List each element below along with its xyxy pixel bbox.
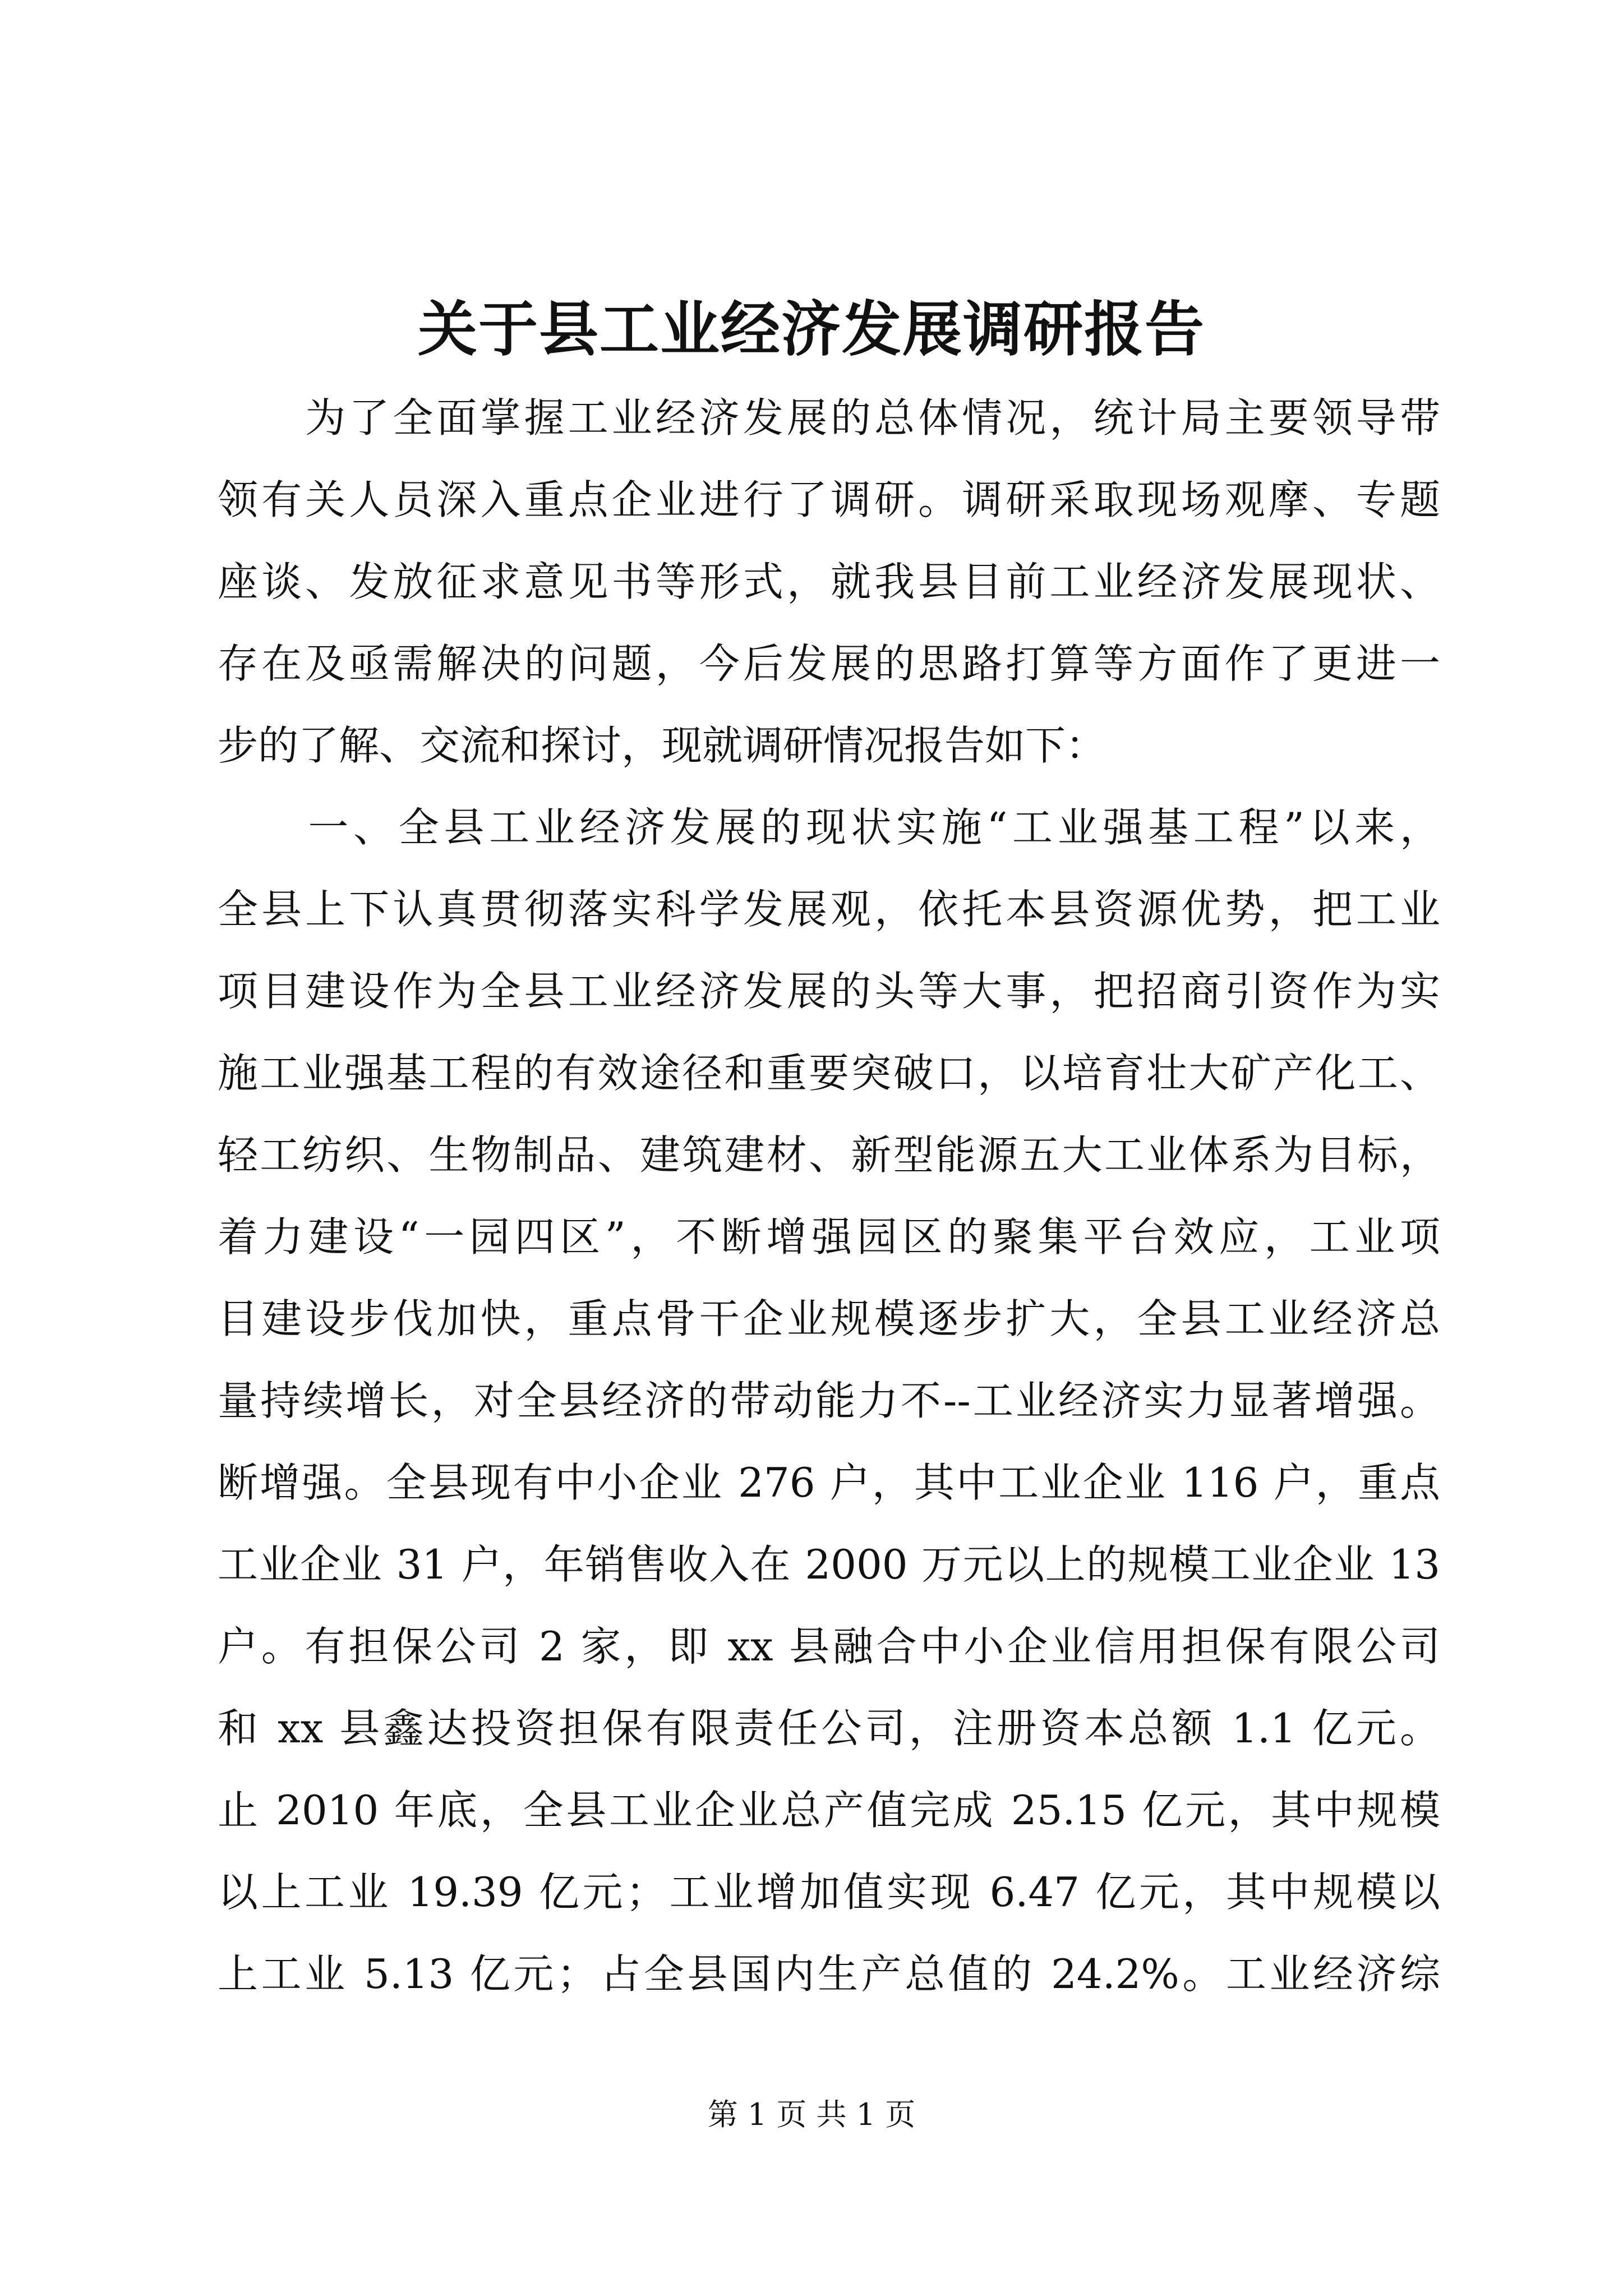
body-line: 以上工业 19.39 亿元；工业增加值实现 6.47 亿元，其中规模以 xyxy=(218,1869,1440,1916)
document-title: 关于县工业经济发展调研报告 xyxy=(418,294,1205,364)
body-line: 量持续增长，对全县经济的带动能力不--工业经济实力显著增强。 xyxy=(218,1377,1440,1424)
body-line: 上工业 5.13 亿元；占全县国内生产总值的 24.2%。工业经济综 xyxy=(218,1950,1440,1998)
body-line: 一、全县工业经济发展的现状实施“工业强基工程”以来， xyxy=(218,804,1440,851)
body-line: 和 xx 县鑫达投资担保有限责任公司，注册资本总额 1.1 亿元。 xyxy=(218,1705,1440,1752)
body-line: 止 2010 年底，全县工业企业总产值完成 25.15 亿元，其中规模 xyxy=(218,1787,1440,1834)
body-line: 户。有担保公司 2 家，即 xx 县融合中小企业信用担保有限公司 xyxy=(218,1623,1440,1670)
page-footer: 第 1 页 共 1 页 xyxy=(707,2097,916,2132)
body-line: 全县上下认真贯彻落实科学发展观，依托本县资源优势，把工业 xyxy=(218,886,1440,933)
body-line: 轻工纺织、生物制品、建筑建材、新型能源五大工业体系为目标， xyxy=(218,1131,1440,1179)
body-line: 步的了解、交流和探讨，现就调研情况报告如下： xyxy=(218,722,1106,769)
body-line: 工业企业 31 户，年销售收入在 2000 万元以上的规模工业企业 13 xyxy=(218,1541,1440,1588)
document-body xyxy=(218,377,1440,2015)
body-line: 领有关人员深入重点企业进行了调研。调研采取现场观摩、专题 xyxy=(218,476,1440,523)
body-line: 着力建设“一园四区”，不断增强园区的聚集平台效应，工业项 xyxy=(218,1213,1440,1260)
body-line: 目建设步伐加快，重点骨干企业规模逐步扩大，全县工业经济总 xyxy=(218,1295,1440,1342)
body-line: 座谈、发放征求意见书等形式，就我县目前工业经济发展现状、 xyxy=(218,558,1440,605)
body-line: 存在及亟需解决的问题，今后发展的思路打算等方面作了更进一 xyxy=(218,640,1440,687)
body-line: 项目建设作为全县工业经济发展的头等大事，把招商引资作为实 xyxy=(218,968,1440,1015)
body-line: 施工业强基工程的有效途径和重要突破口，以培育壮大矿产化工、 xyxy=(218,1050,1440,1097)
body-line: 为了全面掌握工业经济发展的总体情况，统计局主要领导带 xyxy=(218,394,1440,441)
body-line: 断增强。全县现有中小企业 276 户，其中工业企业 116 户，重点 xyxy=(218,1459,1440,1506)
